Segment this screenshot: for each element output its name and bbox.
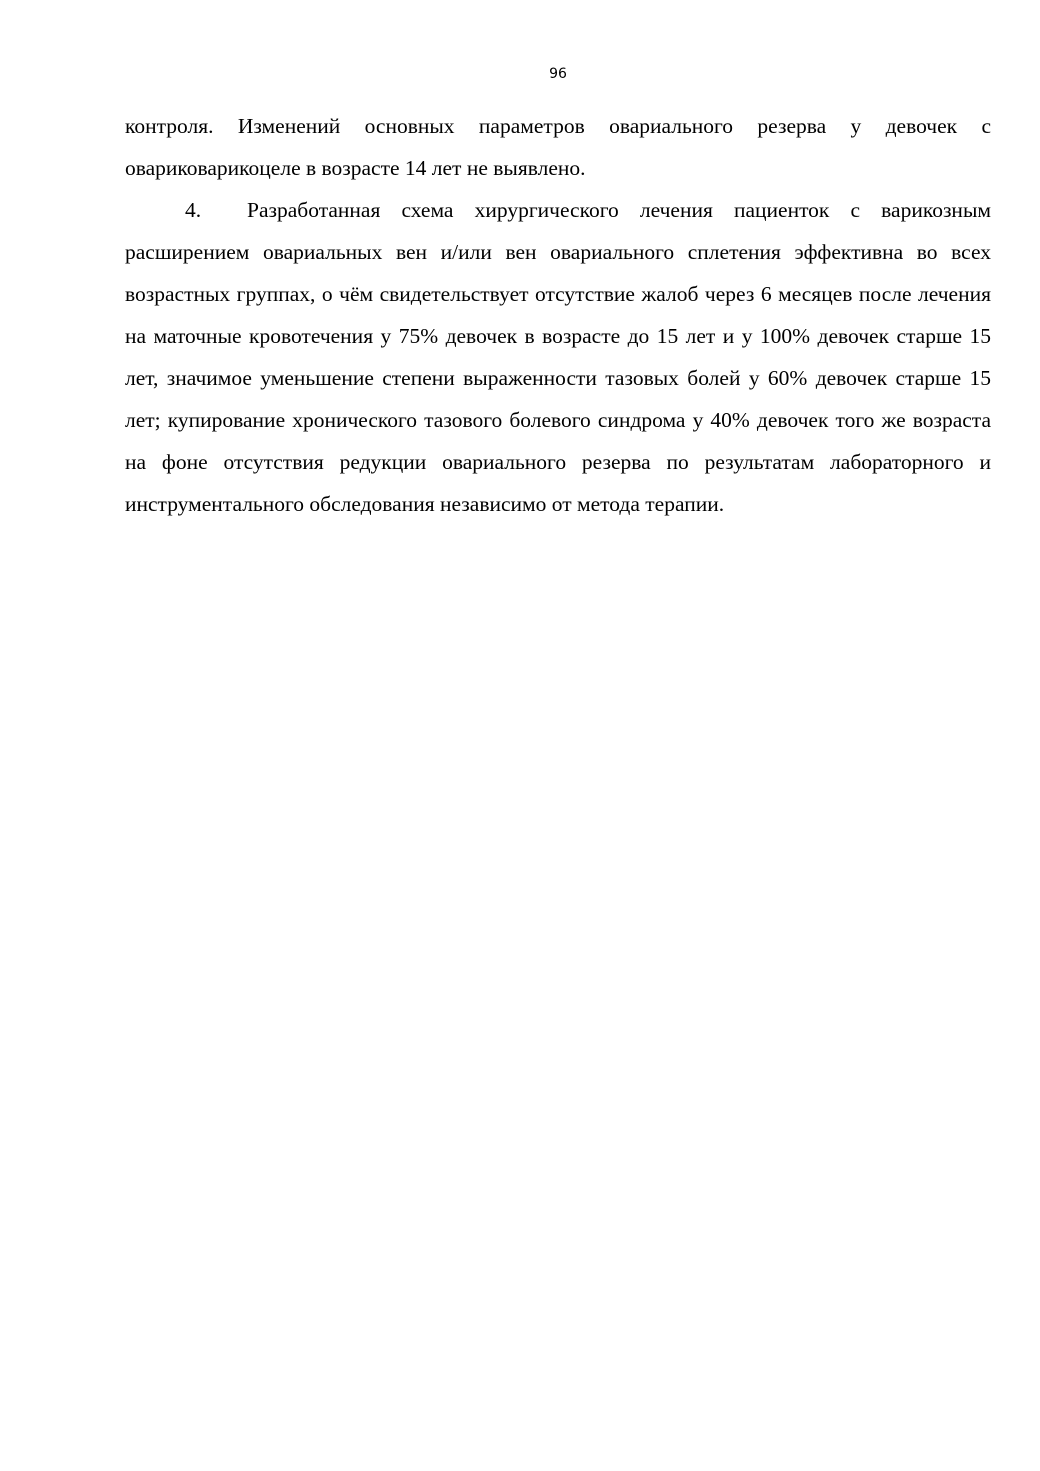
item-number: 4. [185, 198, 202, 222]
page-number: 96 [549, 66, 567, 82]
conclusion-item-4 [125, 189, 991, 525]
item-text: Разработанная схема хирургического лечения пациенток с варикозным расширением овариальных вен и/или вен овариального сплетения эффективна во всех возрастных группах, о чём свидетельствует отсутствие жалоб через 6 месяцев после лечения на маточные кровотечения у 75% девочек в возрасте до 15 лет и у 100% девочек старше 15 лет, значимое уменьшение степени выраженности тазовых болей у 60% девочек старше 15 лет; купирование хронического тазового болевого синдрома у 40% девочек того же возраста на фоне отсутствия редукции овариального резерва по результатам лабораторного и инструментального обследования независимо от метода терапии. [125, 198, 991, 516]
body-text [125, 105, 991, 525]
continuation-paragraph: контроля. Изменений основных параметров овариального резерва у девочек с овариковарикоцеле в возрасте 14 лет не выявлено. [125, 114, 991, 180]
